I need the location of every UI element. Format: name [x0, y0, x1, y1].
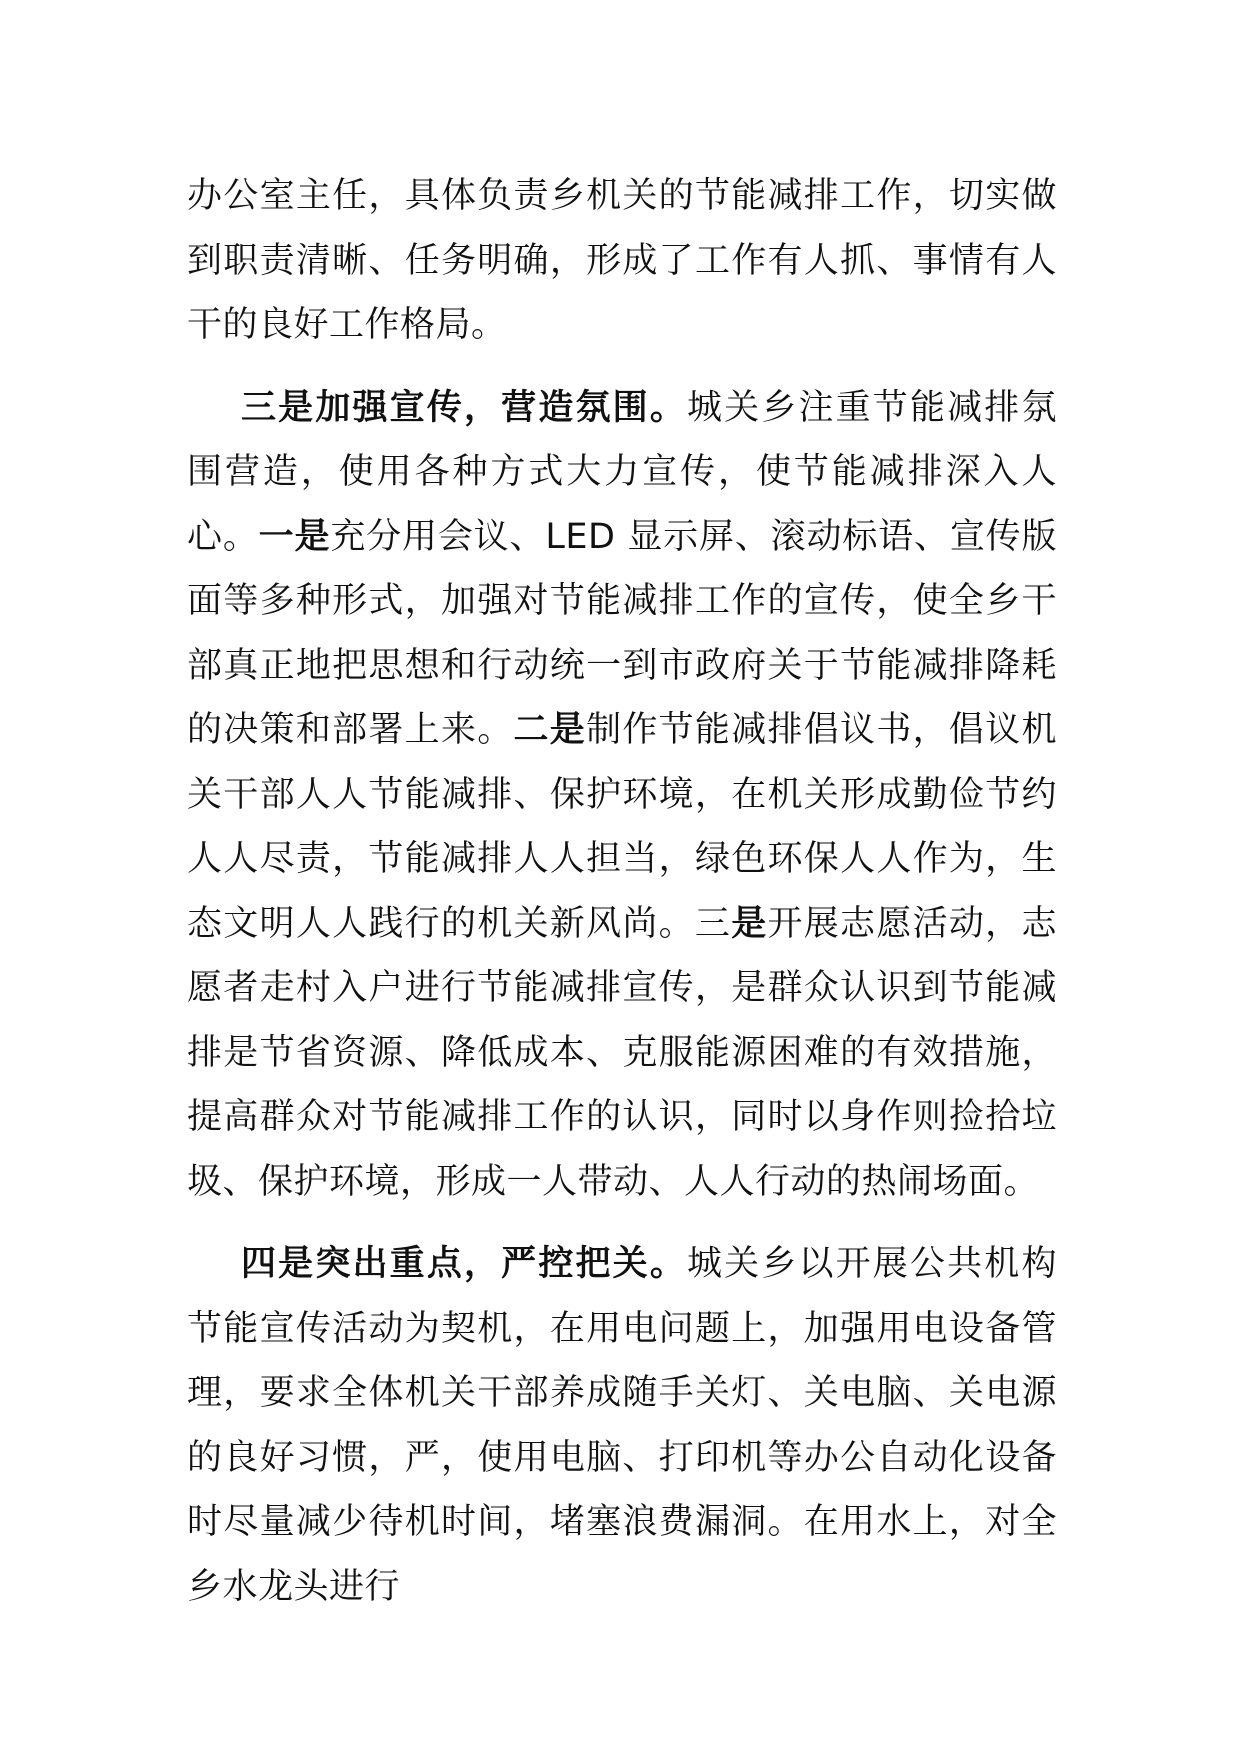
paragraph-text: 开展志愿活动，志愿者走村入户进行节能减排宣传，是群众认识到节能减排是节省资源、降低成本、克服能源困难的有效措施，提高群众对节能减排工作的认识，同时以身作则捡拾垃圾、保护环境，形成一人带动、人人行动的热闹场面。	[187, 903, 1057, 1202]
paragraph-text: 制作节能减排倡议书，倡议机关干部人人节能减排、保护环境，在机关形成勤俭节约人人尽责，节能减排人人担当，绿色环保人人作为，生态文明人人践行的机关新风尚。三	[187, 710, 1057, 944]
paragraph-key-control	[187, 1232, 1057, 1619]
paragraph-text: 办公室主任，具体负责乡机关的节能减排工作，切实做到职责清晰、任务明确，形成了工作有人抓、事情有人干的良好工作格局。	[187, 176, 1057, 345]
point-label-second: 二是	[513, 710, 587, 750]
paragraph-text: 城关乡以开展公共机构节能宣传活动为契机，在用电问题上，加强用电设备管理，要求全体机关干部养成随手关灯、关电脑、关电源的良好习惯，严，使用电脑、打印机等办公自动化设备时尽量减少待机时间，堵塞浪费漏洞。在用水上，对全乡水龙头进行	[187, 1244, 1057, 1607]
paragraph-publicity	[187, 376, 1057, 1215]
section-heading-key-control: 四是突出重点，严控把关。	[241, 1244, 687, 1284]
paragraph-text: 充分用会议、LED 显示屏、滚动标语、宣传版面等多种形式，加强对节能减排工作的宣传，使全乡干部真正地把思想和行动统一到市政府关于节能减排降耗的决策和部署上来。	[187, 516, 1057, 750]
point-label-first: 一是	[258, 516, 331, 557]
document-page	[187, 164, 1057, 1637]
paragraph-continuation	[187, 164, 1057, 358]
point-label-third: 是	[731, 903, 768, 944]
section-heading-publicity: 三是加强宣传，营造氛围。	[241, 387, 687, 428]
paragraph-text: 城关乡注重节能减排氛围营造，使用各种方式大力宣传，使节能减排深入人心。	[187, 387, 1057, 557]
